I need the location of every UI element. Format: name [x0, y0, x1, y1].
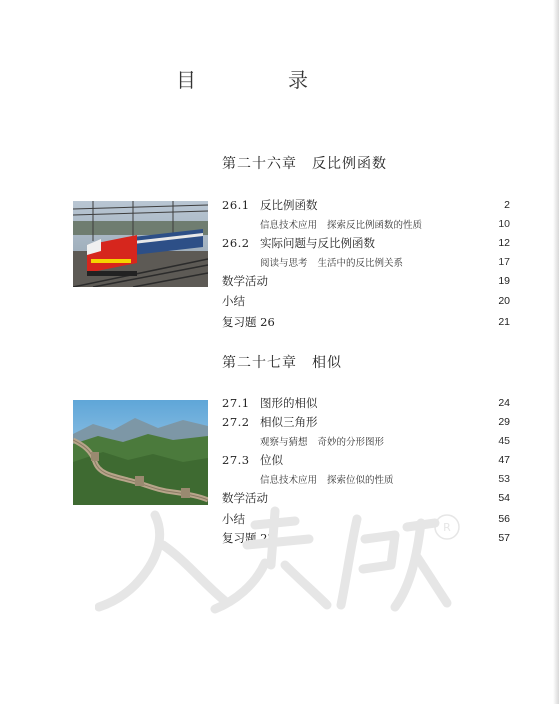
toc-entry-26-1[interactable]: [222, 196, 510, 214]
toc-entry-math-activity[interactable]: [222, 272, 510, 290]
page-number: 20: [498, 295, 510, 307]
page-number: 2: [504, 199, 510, 211]
section-label: 实际问题与反比例函数: [260, 236, 375, 250]
section-label: 反比例函数: [260, 198, 318, 212]
page-number: 29: [498, 416, 510, 428]
section-number: 26.2: [222, 236, 250, 250]
toc-entry-math-activity[interactable]: [222, 489, 510, 507]
toc-subentry[interactable]: [260, 432, 510, 450]
subentry-title: 探索位似的性质: [327, 475, 394, 486]
page-number: 10: [498, 218, 510, 230]
section-label: 数学活动: [222, 491, 268, 505]
section-number: 27.2: [222, 415, 250, 429]
section-label: 小结: [222, 294, 245, 308]
toc-entry-26-2[interactable]: [222, 234, 510, 252]
section-label: 图形的相似: [260, 396, 318, 410]
page-number: 45: [498, 435, 510, 447]
subentry-category: 观察与猜想: [260, 437, 308, 448]
page-number: 17: [498, 256, 510, 268]
great-wall-photo: [73, 400, 208, 505]
page-number: 57: [498, 532, 510, 544]
section-number: 27.3: [222, 453, 250, 467]
section-label: 相似三角形: [260, 415, 318, 429]
section-label: 复习题 27: [222, 531, 275, 545]
subentry-category: 信息技术应用: [260, 220, 318, 231]
section-label: 复习题 26: [222, 315, 275, 329]
toc-subentry[interactable]: [260, 215, 510, 233]
toc-entry-review[interactable]: [222, 529, 510, 547]
subentry-category: 阅读与思考: [260, 258, 308, 269]
toc-subentry[interactable]: [260, 253, 510, 271]
toc-entry-27-1[interactable]: [222, 394, 510, 412]
subentry-category: 信息技术应用: [260, 475, 318, 486]
page-number: 24: [498, 397, 510, 409]
page-number: 53: [498, 473, 510, 485]
toc-entry-summary[interactable]: [222, 292, 510, 310]
chapter-title-26: 第二十六章 反比例函数: [222, 156, 387, 172]
page-number: 12: [498, 237, 510, 249]
toc-entry-27-3[interactable]: [222, 451, 510, 469]
toc-entry-summary[interactable]: [222, 510, 510, 528]
section-number: 27.1: [222, 396, 250, 410]
train-photo: [73, 201, 208, 287]
subentry-title: 奇妙的分形图形: [317, 437, 385, 448]
page-number: 19: [498, 275, 510, 287]
section-label: 位似: [260, 453, 283, 467]
subentry-title: 生活中的反比例关系: [317, 258, 404, 269]
toc-subentry[interactable]: [260, 470, 510, 488]
toc-entry-27-2[interactable]: [222, 413, 510, 431]
page-number: 54: [498, 492, 510, 504]
section-label: 数学活动: [222, 274, 268, 288]
toc-entry-review[interactable]: [222, 313, 510, 331]
page-number: 56: [498, 513, 510, 525]
svg-text:R: R: [443, 521, 451, 534]
chapter-title-27: 第二十七章 相似: [222, 355, 342, 371]
subentry-title: 探索反比例函数的性质: [327, 220, 423, 231]
page-title: 目 录: [176, 68, 344, 92]
page-number: 47: [498, 454, 510, 466]
page-number: 21: [498, 316, 510, 328]
page-edge-shadow: [553, 0, 559, 704]
section-label: 小结: [222, 512, 245, 526]
section-number: 26.1: [222, 198, 250, 212]
